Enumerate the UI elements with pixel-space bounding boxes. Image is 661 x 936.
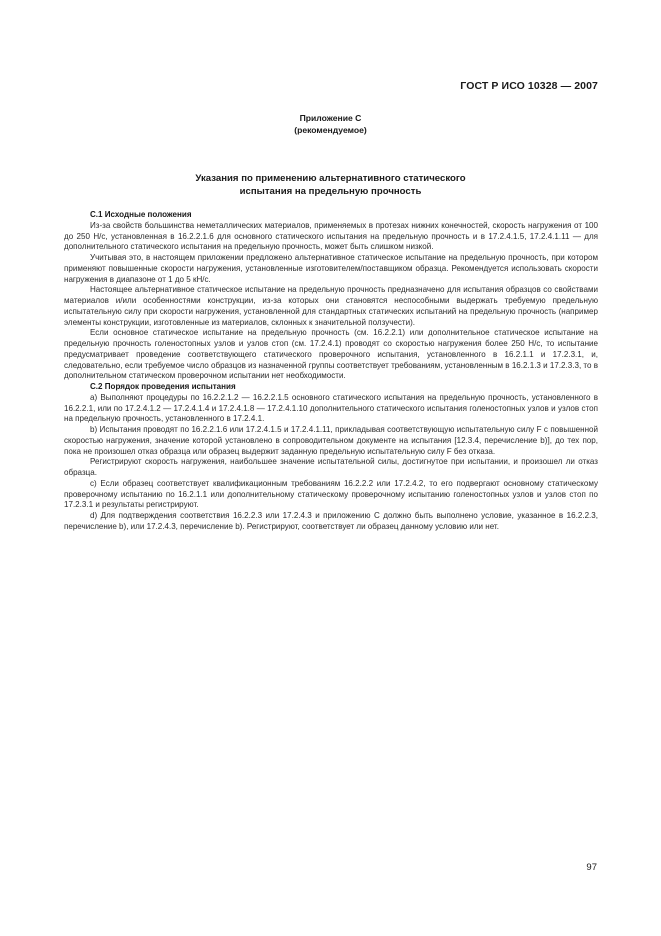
page-number: 97: [586, 862, 597, 873]
section-heading: С.1 Исходные положения: [90, 210, 192, 219]
paragraph: Настоящее альтернативное статическое испытание на предельную прочность предназначено для испытания образцов со свойствами материалов и/или особенностями конструкции, из-за которых они становятся неспособными выдержать требуемую предельную испытательную силу при скорости нагружения, установленной для стандартных статических испытаний на предельную прочность (например элементы конструкции, изготовленные из материалов, склонных к значительной ползучести).: [64, 285, 598, 327]
paragraph: Регистрируют скорость нагружения, наибольшее значение испытательной силы, достигнутое при испытании, и произошел ли отказ образца.: [64, 457, 598, 477]
section-heading: С.2 Порядок проведения испытания: [90, 382, 236, 391]
list-item-a: a) Выполняют процедуры по 16.2.2.1.2 — 16.2.2.1.5 основного статического испытания на предельную прочность, установленного в 16.2.2.1, или по 17.2.4.1.2 — 17.2.4.1.4 и 17.2.4.1.8 — 17.2.4.1.10 дополнительного статического испытания голеностопных узлов и узлов стоп на предельную прочность, установленного в 17.2.4.1.: [64, 392, 598, 424]
standard-designation: ГОСТ Р ИСО 10328 — 2007: [460, 80, 598, 92]
list-item-b: b) Испытания проводят по 16.2.2.1.6 или 17.2.4.1.5 и 17.2.4.1.11, прикладывая соответствующую испытательную силу F с повышенной скоростью нагружения, значение которой установлено в сопроводительном документе на испытания [12.3.4, перечисление b)], до тех пор, пока не произошел отказ образца или образец выдержит заданную предельную испытательную силу F без отказа.: [64, 425, 598, 456]
annex-title: Приложение С: [299, 113, 362, 123]
annex-heading-line-1: Указания по применению альтернативного статического: [195, 173, 466, 184]
list-item-c: c) Если образец соответствует квалификационным требованиям 16.2.2.2 или 17.2.4.2, то его подвергают основному статическому проверочному испытанию по 16.2.1.1 или дополнительному статическому проверочному испытанию голеностопных узлов и узлов стоп по 17.2.3.1 и результаты регистрируют.: [64, 478, 598, 510]
annex-heading-line-2: испытания на предельную прочность: [239, 186, 422, 197]
paragraph: Если основное статическое испытание на предельную прочность (см. 16.2.2.1) или дополнительное статическое испытание на предельную прочность голеностопных узлов и узлов стоп (см. 17.2.4.1) проводят со скоростью нагружения более 250 Н/с, то испытание предусматривает проведение соответствующего статического проверочного испытания, установленного в 16.2.1.1 и 17.2.3.1, и, следовательно, если требуемое число образцов из назначенной группы соответствует требованиям, установленным в 16.2.1.3 и 17.2.3.3, то в дополнительном статическом проверочном испытании нет необходимости.: [64, 328, 599, 381]
paragraph: Учитывая это, в настоящем приложении предложено альтернативное статическое испытание на предельную прочность, при котором применяют повышенные скорости нагружения, установленные изготовителем/поставщиком образца. Рекомендуется использовать скорости нагружения в диапазоне от 1 до 5 кН/с.: [64, 253, 598, 284]
list-item-d: d) Для подтверждения соответствия 16.2.2.3 или 17.2.4.3 и приложению С должно быть выполнено условие, указанное в 16.2.2.3, перечисление b), или 17.2.4.3, перечисление b). Регистрируют, соответствует ли образец данному условию или нет.: [64, 511, 598, 531]
annex-status: (рекомендуемое): [294, 125, 367, 135]
paragraph: Из-за свойств большинства неметаллических материалов, применяемых в протезах нижних конечностей, скорость нагружения от 100 до 250 Н/с, установленная в 16.2.2.1.6 для основного статического испытания на предельную прочность и в 17.2.4.1.5, 17.2.4.1.11 — для дополнительного статического испытания на предельную прочность, может быть слишком низкой.: [64, 220, 598, 252]
document-body: [64, 210, 598, 533]
